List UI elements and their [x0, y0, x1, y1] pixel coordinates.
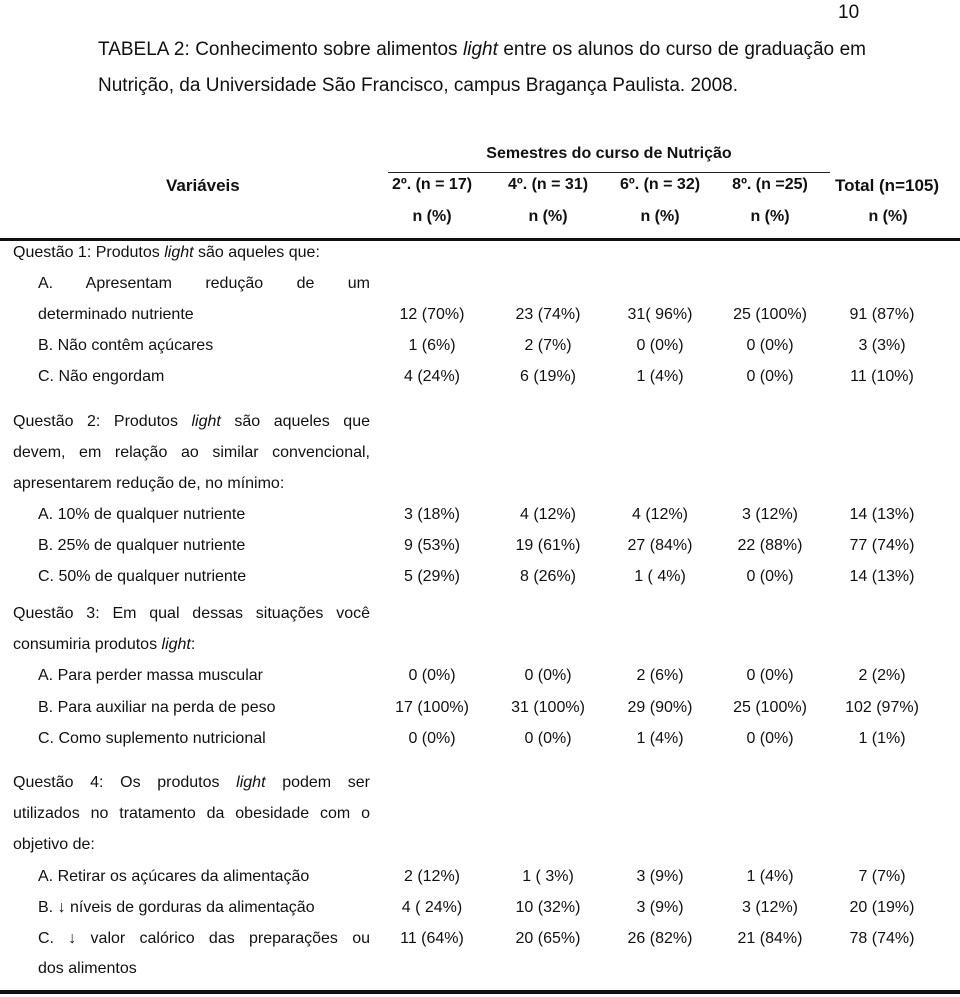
- cell: 31 (100%): [511, 699, 585, 716]
- cell: 25 (100%): [733, 306, 807, 323]
- bottom-rule: [0, 990, 960, 994]
- page-number: 10: [838, 2, 860, 23]
- cell: 1 ( 4%): [634, 568, 686, 585]
- row-label-continued: dos alimentos: [38, 960, 137, 977]
- caption-suffix: entre os alunos do curso de graduação em Nutrição, da Universidade São Francisco, campus Bragança Paulista. 2008.: [98, 39, 866, 96]
- cell: 3 (3%): [858, 337, 906, 354]
- cell: 0 (0%): [746, 667, 794, 684]
- cell: 91 (87%): [849, 306, 915, 323]
- cell: 0 (0%): [746, 368, 794, 385]
- table-row: [0, 868, 960, 896]
- cell: 17 (100%): [395, 699, 469, 716]
- cell: 0 (0%): [408, 730, 456, 747]
- cell: 11 (10%): [850, 368, 914, 385]
- sub-header-8: n (%): [750, 208, 790, 225]
- table-row: [0, 730, 960, 758]
- cell: 3 (12%): [741, 899, 799, 916]
- table-row: [0, 337, 960, 365]
- cell: 9 (53%): [403, 537, 461, 554]
- cell: 1 (4%): [746, 868, 794, 885]
- cell: 3 (12%): [741, 506, 799, 523]
- down-arrow-icon: ↓: [68, 930, 77, 947]
- row-label: A. Retirar os açúcares da alimentação: [38, 868, 310, 885]
- cell: 2 (12%): [403, 868, 461, 885]
- table-caption: [98, 32, 866, 104]
- cell: 4 ( 24%): [401, 899, 463, 916]
- table-row: [0, 306, 960, 334]
- cell: 22 (88%): [737, 537, 803, 554]
- semesters-underline: [388, 172, 830, 173]
- q4-title-line2: utilizados no tratamento da obesidade com o: [13, 805, 370, 822]
- cell: 4 (12%): [631, 506, 689, 523]
- sub-header-4: n (%): [528, 208, 568, 225]
- cell: 23 (74%): [515, 306, 581, 323]
- table-row: [0, 699, 960, 727]
- sub-header-total: n (%): [868, 208, 908, 225]
- caption-italic: light: [463, 39, 498, 60]
- cell: 21 (84%): [737, 930, 803, 947]
- cell: 25 (100%): [733, 699, 807, 716]
- cell: 3 (9%): [636, 868, 684, 885]
- sub-header-2: n (%): [412, 208, 452, 225]
- cell: 19 (61%): [515, 537, 581, 554]
- cell: 29 (90%): [627, 699, 693, 716]
- q2-title-line2: devem, em relação ao similar convencional,: [13, 444, 370, 461]
- cell: 1 ( 3%): [522, 868, 574, 885]
- cell: 12 (70%): [399, 306, 465, 323]
- q4-title-line1: Questão 4: Os produtos light podem ser: [13, 774, 370, 791]
- row-label: B. ↓ níveis de gorduras da alimentação: [38, 899, 315, 916]
- cell: 2 (2%): [858, 667, 906, 684]
- row-label: C. 50% de qualquer nutriente: [38, 568, 247, 585]
- cell: 3 (9%): [636, 899, 684, 916]
- cell: 14 (13%): [849, 506, 915, 523]
- q4-row-c-line2: [0, 960, 960, 988]
- row-label: determinado nutriente: [38, 306, 194, 323]
- header-rule: [0, 238, 960, 241]
- cell: 1 (4%): [636, 730, 684, 747]
- caption-prefix: TABELA 2: Conhecimento sobre alimentos: [98, 39, 464, 60]
- sub-header-6: n (%): [640, 208, 680, 225]
- cell: 4 (24%): [403, 368, 461, 385]
- cell: 11 (64%): [400, 930, 464, 947]
- cell: 0 (0%): [746, 568, 794, 585]
- cell: 14 (13%): [849, 568, 915, 585]
- cell: 6 (19%): [519, 368, 577, 385]
- cell: 0 (0%): [746, 337, 794, 354]
- semesters-title: Semestres do curso de Nutrição: [486, 145, 732, 162]
- col-header-2: 2º. (n = 17): [391, 176, 473, 193]
- cell: 1 (6%): [408, 337, 456, 354]
- table-row: [0, 537, 960, 565]
- q3-title-line2: consumiria produtos light:: [13, 636, 196, 653]
- cell: 0 (0%): [408, 667, 456, 684]
- q2-title-line3: apresentarem redução de, no mínimo:: [13, 475, 285, 492]
- table-row: [0, 899, 960, 927]
- q1-title-row: [0, 244, 960, 272]
- table-row: [0, 506, 960, 534]
- col-header-6: 6º. (n = 32): [619, 176, 701, 193]
- cell: 0 (0%): [746, 730, 794, 747]
- cell: 5 (29%): [403, 568, 461, 585]
- q3-title-line1: Questão 3: Em qual dessas situações você: [13, 605, 370, 622]
- table-row: [0, 368, 960, 396]
- col-header-4: 4º. (n = 31): [507, 176, 589, 193]
- q4-title-line3: objetivo de:: [13, 836, 95, 853]
- cell: 27 (84%): [627, 537, 693, 554]
- row-label: C. Não engordam: [38, 368, 165, 385]
- col-header-8: 8º. (n =25): [732, 176, 808, 193]
- cell: 0 (0%): [636, 337, 684, 354]
- cell: 26 (82%): [627, 930, 693, 947]
- row-label: A. Para perder massa muscular: [38, 667, 263, 684]
- cell: 20 (19%): [849, 899, 915, 916]
- variables-header: Variáveis: [166, 176, 240, 195]
- cell: 1 (1%): [858, 730, 906, 747]
- cell: 78 (74%): [849, 930, 915, 947]
- q1-a-label-line1: A. Apresentam redução de um: [38, 275, 370, 292]
- table-row: [0, 667, 960, 695]
- cell: 2 (7%): [524, 337, 572, 354]
- cell: 20 (65%): [515, 930, 581, 947]
- cell: 77 (74%): [849, 537, 915, 554]
- row-label: A. 10% de qualquer nutriente: [38, 506, 246, 523]
- col-header-total: Total (n=105): [834, 176, 940, 195]
- cell: 3 (18%): [403, 506, 461, 523]
- cell: 8 (26%): [519, 568, 577, 585]
- row-label: B. Para auxiliar na perda de peso: [38, 699, 276, 716]
- down-arrow-icon: ↓: [57, 899, 66, 916]
- cell: 102 (97%): [845, 699, 919, 716]
- q2-title-line1: Questão 2: Produtos light são aqueles que: [13, 413, 370, 430]
- cell: 7 (7%): [858, 868, 906, 885]
- cell: 0 (0%): [524, 730, 572, 747]
- cell: 1 (4%): [636, 368, 684, 385]
- row-label: C. Como suplemento nutricional: [38, 730, 266, 747]
- row-label: C. ↓ valor calórico das preparações ou: [38, 930, 370, 947]
- cell: 2 (6%): [636, 667, 684, 684]
- row-label: B. 25% de qualquer nutriente: [38, 537, 246, 554]
- q1-title: Questão 1: Produtos light são aqueles que:: [13, 244, 320, 261]
- cell: 10 (32%): [515, 899, 581, 916]
- q1-row-a-line1: [0, 275, 960, 303]
- table-row: [0, 930, 960, 958]
- cell: 31( 96%): [627, 306, 693, 323]
- row-label: B. Não contêm açúcares: [38, 337, 214, 354]
- cell: 4 (12%): [519, 506, 577, 523]
- cell: 0 (0%): [524, 667, 572, 684]
- table-row: [0, 568, 960, 596]
